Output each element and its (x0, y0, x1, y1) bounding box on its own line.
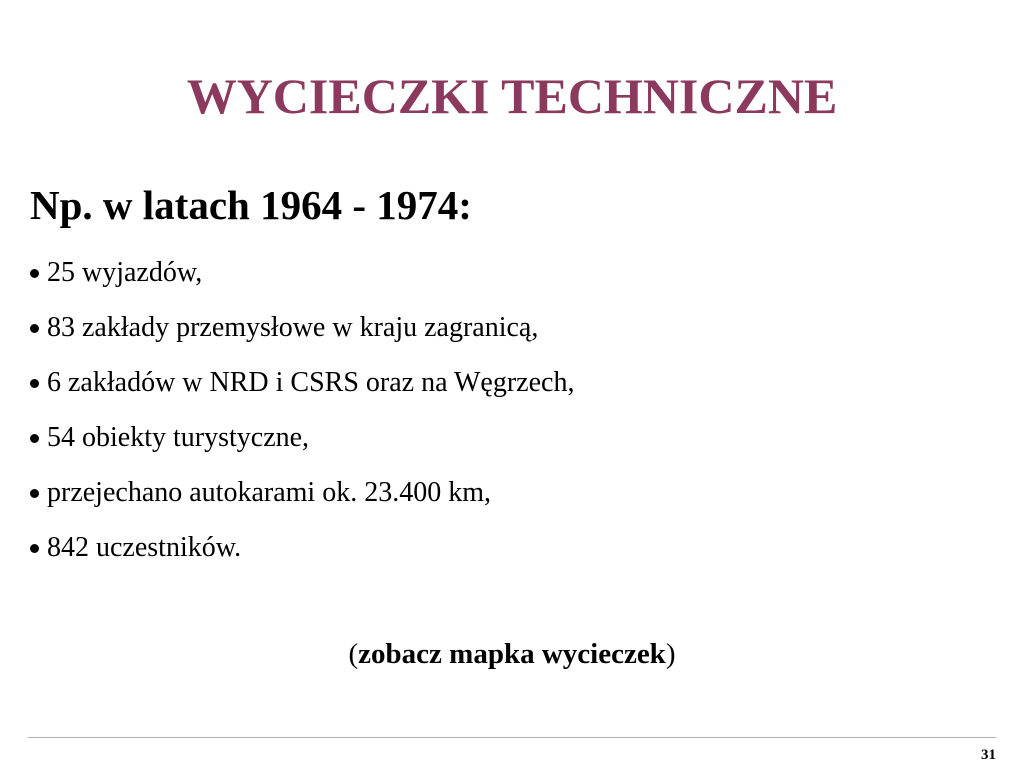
bullet-icon (30, 544, 39, 553)
bullet-text: przejechano autokarami ok. 23.400 km, (47, 476, 491, 508)
open-paren: ( (348, 638, 359, 670)
bullet-item (30, 245, 574, 300)
bullet-text: 25 wyjazdów, (47, 256, 203, 288)
bullet-item (30, 355, 574, 410)
bullet-icon (30, 434, 39, 443)
bullet-item (30, 520, 574, 575)
bullet-icon (30, 379, 39, 388)
close-paren: ) (665, 638, 676, 670)
bullet-icon (30, 489, 39, 498)
bullet-icon (30, 269, 39, 278)
bullet-text: 54 obiekty turystyczne, (47, 421, 310, 453)
bullet-text: 6 zakładów w NRD i CSRS oraz na Węgrzech, (47, 366, 575, 398)
page-number: 31 (981, 747, 996, 763)
bullet-text: 842 uczestników. (47, 531, 242, 563)
map-link[interactable]: zobacz mapka wycieczek (358, 638, 666, 670)
bullet-icon (30, 324, 39, 333)
footer-divider (28, 737, 996, 738)
bullet-item (30, 465, 574, 520)
bullet-item (30, 300, 574, 355)
bullet-item (30, 410, 574, 465)
slide-title: WYCIECZKI TECHNICZNE (186, 68, 838, 124)
bullet-list (30, 245, 574, 575)
map-link-line (0, 632, 1024, 676)
slide-subheading: Np. w latach 1964 - 1974: (30, 182, 472, 228)
bullet-text: 83 zakłady przemysłowe w kraju zagranicą, (47, 311, 539, 343)
